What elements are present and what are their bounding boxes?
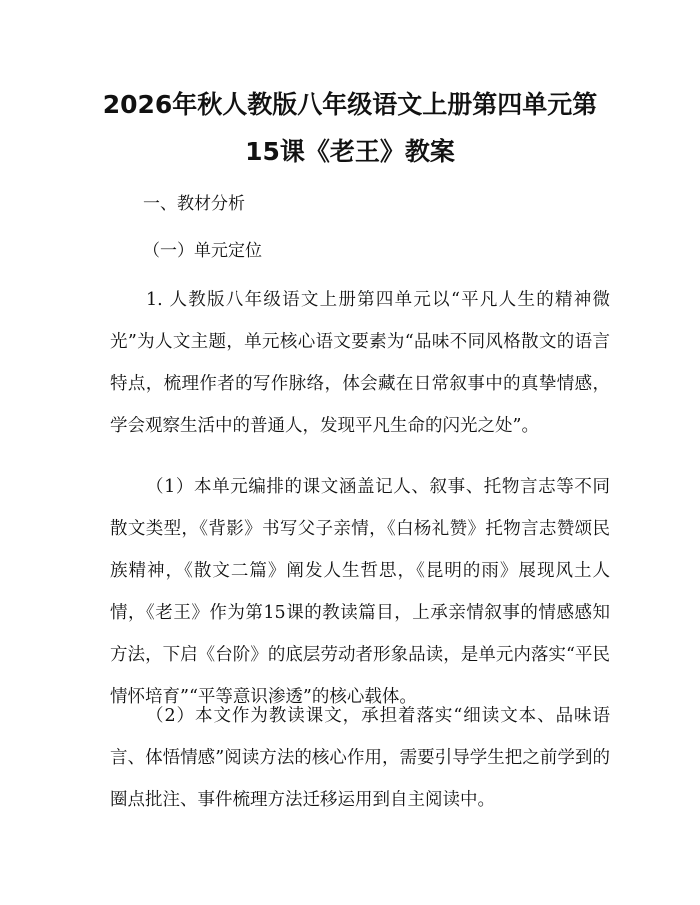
subsection-heading: （一）单元定位 — [143, 241, 262, 261]
document-title-line-1: 2026年秋人教版八年级语文上册第四单元第 — [102, 90, 598, 119]
paragraph-reading-method: （2）本文作为教读课文，承担着落实“细读文本、品味语言、体悟情感”阅读方法的核心作用，需要引导学生把之前学到的圈点批注、事件梳理方法迁移运用到自主阅读中。 — [110, 706, 610, 810]
document-title-line-2: 15课《老王》教案 — [245, 137, 455, 166]
paragraph-unit-theme: 1. 人教版八年级语文上册第四单元以“平凡人生的精神微光”为人文主题，单元核心语文要素为“品味不同风格散文的语言特点，梳理作者的写作脉络，体会藏在日常叙事中的真挚情感，学会观察生活中的普通人，发现平凡生命的闪光之处”。 — [110, 290, 610, 436]
section-heading: 一、教材分析 — [143, 194, 245, 214]
paragraph-unit-arrangement: （1）本单元编排的课文涵盖记人、叙事、托物言志等不同散文类型，《背影》书写父子亲情，《白杨礼赞》托物言志赞颂民族精神，《散文二篇》阐发人生哲思，《昆明的雨》展现风土人情，《老王》作为第15课的教读篇目，上承亲情叙事的情感感知方法，下启《台阶》的底层劳动者形象品读，是单元内落实“平民情怀培育”“平等意识渗透”的核心载体。 — [110, 477, 610, 707]
